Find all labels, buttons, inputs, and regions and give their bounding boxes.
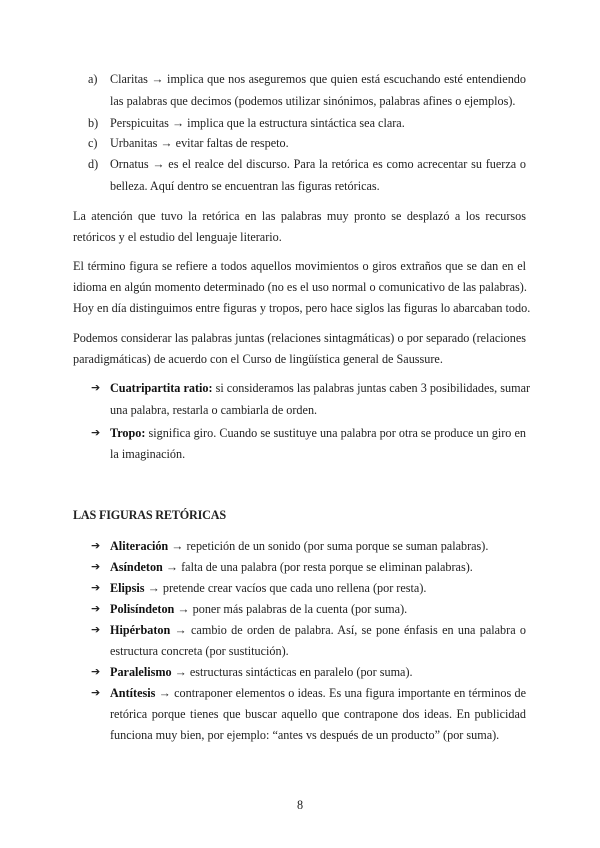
bullet-text: Asíndeton → falta de una palabra (por resta porque se eliminan palabras). bbox=[110, 560, 473, 574]
section-heading: LAS FIGURAS RETÓRICAS bbox=[73, 508, 226, 522]
bullet-text: una palabra, restarla o cambiarla de orden. bbox=[110, 403, 318, 417]
arrow-bullet-icon: ➔ bbox=[91, 623, 101, 636]
bullet-text: Hipérbaton → cambio de orden de palabra. Así, se pone énfasis en una palabra o bbox=[110, 623, 526, 637]
paragraph-line: Podemos considerar las palabras juntas (relaciones sintagmáticas) o por separado (relaciones bbox=[73, 331, 526, 345]
bullet-text: funciona muy bien, por ejemplo: “antes vs después de un producto” (por suma). bbox=[110, 728, 500, 742]
bullet-term: Asíndeton bbox=[110, 560, 163, 574]
bullet-term: Tropo: bbox=[110, 426, 146, 440]
list-text: Perspicuitas → implica que la estructura sintáctica sea clara. bbox=[110, 116, 405, 130]
list-text: Ornatus → es el realce del discurso. Para la retórica es como acrecentar su fuerza o bbox=[110, 157, 526, 171]
paragraph-line: El término figura se refiere a todos aquellos movimientos o giros extraños que se dan en el bbox=[73, 259, 526, 273]
list-text: Urbanitas → evitar faltas de respeto. bbox=[110, 136, 289, 150]
paragraph-line: idioma en algún momento determinado (no es el uso normal o comunicativo de las palabras). bbox=[73, 280, 527, 294]
bullet-text: Elipsis → pretende crear vacíos que cada uno rellena (por resta). bbox=[110, 581, 427, 595]
page-number: 8 bbox=[296, 798, 304, 812]
paragraph-line: La atención que tuvo la retórica en las palabras muy pronto se desplazó a los recursos bbox=[73, 209, 526, 223]
paragraph-line: retóricos y el estudio del lenguaje literario. bbox=[73, 230, 282, 244]
bullet-text: Paralelismo → estructuras sintácticas en paralelo (por suma). bbox=[110, 665, 413, 679]
arrow-bullet-icon: ➔ bbox=[91, 539, 101, 552]
bullet-text: estructura concreta (por sustitución). bbox=[110, 644, 289, 658]
list-marker: d) bbox=[88, 157, 99, 171]
bullet-text: retórica porque tienes que buscar aquello que contrapone dos ideas. En publicidad bbox=[110, 707, 526, 721]
bullet-text: Tropo: significa giro. Cuando se sustituye una palabra por otra se produce un giro en bbox=[110, 426, 526, 440]
list-text: belleza. Aquí dentro se encuentran las figuras retóricas. bbox=[110, 179, 380, 193]
paragraph-line: Hoy en día distinguimos entre figuras y tropos, pero hace siglos las figuras lo abarcaban todo. bbox=[73, 301, 531, 315]
arrow-bullet-icon: ➔ bbox=[91, 686, 101, 699]
bullet-text: Aliteración → repetición de un sonido (por suma porque se suman palabras). bbox=[110, 539, 489, 553]
list-marker: b) bbox=[88, 116, 99, 130]
arrow-bullet-icon: ➔ bbox=[91, 581, 101, 594]
bullet-text: Cuatripartita ratio: si consideramos las palabras juntas caben 3 posibilidades, sumar bbox=[110, 381, 531, 395]
list-text: las palabras que decimos (podemos utilizar sinónimos, palabras afines o ejemplos). bbox=[110, 94, 516, 108]
bullet-term: Paralelismo bbox=[110, 665, 172, 679]
arrow-bullet-icon: ➔ bbox=[91, 381, 101, 394]
bullet-term: Aliteración bbox=[110, 539, 169, 553]
bullet-term: Antítesis bbox=[110, 686, 156, 700]
bullet-text: Antítesis → contraponer elementos o ideas. Es una figura importante en términos de bbox=[110, 686, 526, 700]
list-marker: c) bbox=[88, 136, 98, 150]
list-text: Claritas → implica que nos aseguremos que quien está escuchando esté entendiendo bbox=[110, 72, 526, 86]
list-marker: a) bbox=[88, 72, 98, 86]
bullet-text: la imaginación. bbox=[110, 447, 186, 461]
bullet-term: Elipsis bbox=[110, 581, 145, 595]
arrow-bullet-icon: ➔ bbox=[91, 560, 101, 573]
bullet-term: Polisíndeton bbox=[110, 602, 175, 616]
paragraph-line: paradigmáticas) de acuerdo con el Curso de lingüística general de Saussure. bbox=[73, 352, 443, 366]
arrow-bullet-icon: ➔ bbox=[91, 665, 101, 678]
bullet-term: Hipérbaton bbox=[110, 623, 171, 637]
bullet-term: Cuatripartita ratio: bbox=[110, 381, 213, 395]
bullet-text: Polisíndeton → poner más palabras de la cuenta (por suma). bbox=[110, 602, 408, 616]
arrow-bullet-icon: ➔ bbox=[91, 426, 101, 439]
arrow-bullet-icon: ➔ bbox=[91, 602, 101, 615]
